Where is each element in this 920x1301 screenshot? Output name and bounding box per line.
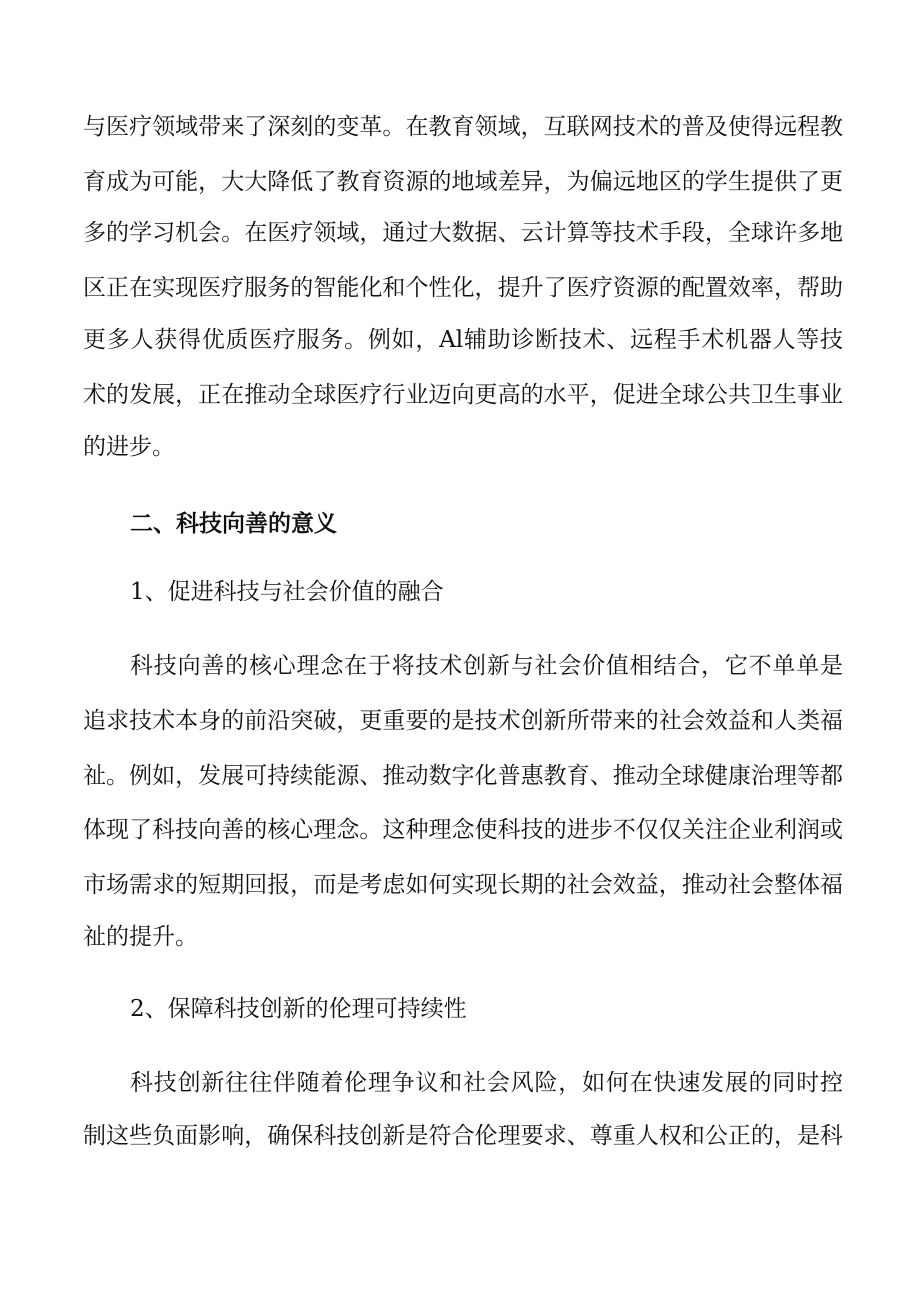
subsection-1-line: 体现了科技向善的核心理念。这种理念使科技的进步不仅仅关注企业利润或 — [83, 817, 843, 843]
subsection-2-title: 2、保障科技创新的伦理可持续性 — [130, 996, 467, 1022]
subsection-1-line: 祉。例如，发展可持续能源、推动数字化普惠教育、推动全球健康治理等都 — [83, 763, 843, 789]
subsection-1-line: 追求技术本身的前沿突破，更重要的是技术创新所带来的社会效益和人类福 — [83, 708, 843, 734]
subsection-2-line: 科技创新往往伴随着伦理争议和社会风险，如何在快速发展的同时控 — [130, 1070, 843, 1096]
subsection-1-line: 祉的提升。 — [83, 924, 198, 950]
paragraph-1-line: 育成为可能，大大降低了教育资源的地域差异，为偏远地区的学生提供了更 — [83, 169, 843, 195]
subsection-2-line: 制这些负面影响，确保科技创新是符合伦理要求、尊重人权和公正的，是科 — [83, 1123, 843, 1149]
paragraph-1-line: 的进步。 — [83, 434, 175, 460]
paragraph-1-line: 与医疗领域带来了深刻的变革。在教育领域，互联网技术的普及使得远程教 — [83, 114, 843, 140]
subsection-1-line: 市场需求的短期回报，而是考虑如何实现长期的社会效益，推动社会整体福 — [83, 872, 843, 898]
paragraph-1-line: 术的发展，正在推动全球医疗行业迈向更高的水平，促进全球公共卫生事业 — [83, 382, 843, 408]
subsection-1-title: 1、促进科技与社会价值的融合 — [130, 579, 444, 605]
paragraph-1-line: 区正在实现医疗服务的智能化和个性化，提升了医疗资源的配置效率，帮助 — [83, 275, 843, 301]
paragraph-1-line: 多的学习机会。在医疗领域，通过大数据、云计算等技术手段，全球许多地 — [83, 220, 843, 246]
paragraph-1-line: 更多人获得优质医疗服务。例如，Al辅助诊断技术、远程手术机器人等技 — [83, 327, 843, 353]
subsection-1-line: 科技向善的核心理念在于将技术创新与社会价值相结合，它不单单是 — [130, 653, 843, 679]
section-heading: 二、科技向善的意义 — [130, 511, 337, 537]
